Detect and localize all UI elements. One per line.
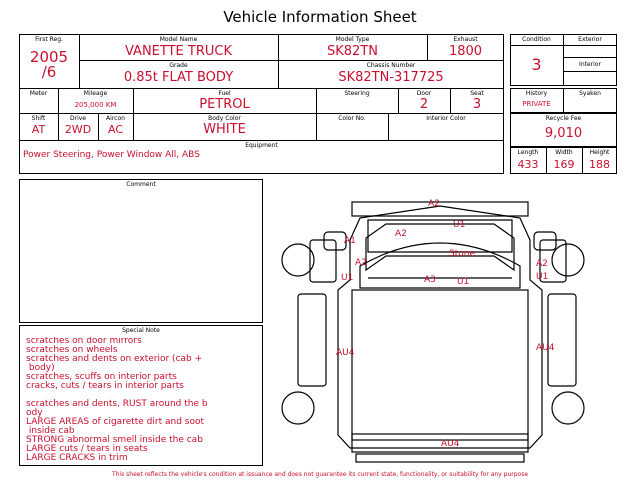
front-right-wheel [552, 244, 584, 276]
damage-mark-u1-left: U1 [341, 273, 354, 283]
special-note-label: Special Note [122, 327, 160, 334]
damage-mark-au4-bottom: AU4 [441, 439, 460, 449]
damage-mark-au4-left: AU4 [336, 348, 355, 358]
special-note-item: body) [26, 363, 55, 373]
special-note-item: ody [26, 408, 43, 418]
aircon-value: AC [107, 123, 123, 136]
special-note-item: LARGE AREAS of cigarette dirt and soot [26, 417, 205, 427]
model-type-label: Model Type [335, 36, 370, 43]
equipment-label: Equipment [245, 142, 278, 149]
width-label: Width [555, 149, 573, 156]
damage-mark-a2-left: A2 [355, 258, 367, 268]
damage-mark-u1-top: U1 [453, 220, 466, 230]
damage-mark-stone: Stone [449, 249, 475, 259]
door-label: Door [416, 90, 432, 97]
door-value: 2 [419, 97, 429, 112]
comment-label: Comment [126, 181, 156, 188]
vehicle-damage-diagram [268, 180, 608, 465]
first-reg-value: 2005 /6 [29, 48, 69, 81]
rear-bumper [356, 454, 524, 462]
fuel-label: Fuel [218, 90, 231, 97]
comment-box [19, 179, 263, 323]
recycle-fee-value: 9,010 [544, 126, 583, 141]
special-note-item: LARGE CRACKS in trim [26, 453, 128, 463]
chassis-number-label: Chassis Number [366, 62, 416, 69]
chassis-number-value: SK82TN-317725 [338, 70, 444, 85]
special-note-item: cracks, cuts / tears in interior parts [26, 381, 184, 391]
damage-mark-a1-left: A1 [344, 236, 356, 246]
exhaust-value: 1800 [448, 44, 483, 59]
page-title: Vehicle Information Sheet [223, 8, 417, 26]
shift-value: AT [31, 123, 46, 136]
drive-label: Drive [70, 115, 86, 122]
special-note-item: scratches on wheels [26, 345, 118, 355]
special-note-item: LARGE cuts / tears in seats [26, 444, 148, 454]
body-color-value: WHITE [203, 122, 246, 137]
meter-label: Meter [29, 90, 48, 97]
front-panel [360, 243, 520, 288]
rear-panel [352, 434, 528, 452]
special-note-item: scratches, scuffs on interior parts [26, 372, 177, 382]
seat-value: 3 [472, 97, 482, 112]
body-color-label: Body Color [208, 115, 241, 122]
model-type-value: SK82TN [327, 44, 378, 59]
rear-left-wheel [282, 392, 314, 424]
model-name-value: VANETTE TRUCK [125, 44, 232, 59]
cargo-bed [352, 290, 528, 440]
history-label: History [525, 90, 548, 97]
seat-label: Seat [470, 90, 484, 97]
mileage-label: Mileage [83, 90, 108, 97]
roof-panel [352, 202, 528, 216]
damage-mark-u1-right: U1 [536, 272, 549, 282]
recycle-fee-label: Recycle Fee [545, 115, 582, 122]
length-value: 433 [517, 158, 539, 171]
front-left-wheel [282, 244, 314, 276]
special-note-item: inside cab [26, 426, 75, 436]
mileage-value: 205,000 KM [74, 101, 117, 109]
height-label: Height [589, 149, 610, 156]
drive-value: 2WD [64, 123, 92, 136]
aircon-label: Aircon [106, 115, 125, 122]
width-value: 169 [553, 158, 575, 171]
exhaust-label: Exhaust [453, 36, 478, 43]
rear-right-wheel [552, 392, 584, 424]
grade-label: Grade [169, 62, 188, 69]
color-no-label: Color No. [338, 115, 366, 122]
damage-mark-a2-top: A2 [428, 199, 440, 209]
interior-label: Interior [579, 61, 601, 68]
special-note-item: scratches and dents on exterior (cab + [26, 354, 203, 364]
first-reg-label: First Reg. [35, 36, 63, 43]
special-note-item: scratches and dents, RUST around the b [26, 399, 208, 409]
model-name-label: Model Name [159, 36, 198, 43]
condition-value: 3 [531, 55, 542, 74]
right-mirror [534, 232, 556, 250]
damage-mark-a2-right: A2 [536, 259, 548, 269]
shift-label: Shift [31, 115, 46, 122]
special-note-item: scratches on door mirrors [26, 337, 142, 346]
special-note-list [26, 337, 260, 463]
syaken-label: Syaken [579, 90, 601, 97]
interior-color-label: Interior Color [426, 115, 466, 122]
exterior-label: Exterior [578, 36, 602, 43]
damage-mark-u1-center: U1 [457, 277, 470, 287]
cab-panel [368, 220, 512, 252]
footer-disclaimer: This sheet reflects the vehicle's condition at issuance and does not guarantee its current state, functionality, or suitability for any purpose [111, 471, 529, 478]
damage-mark-au4-right: AU4 [536, 343, 555, 353]
condition-label: Condition [522, 36, 551, 43]
equipment-value: Power Steering, Power Window All, ABS [23, 150, 200, 160]
grade-value: 0.85t FLAT BODY [123, 70, 234, 85]
damage-mark-a3-center: A3 [424, 275, 436, 285]
steering-label: Steering [344, 90, 370, 97]
windshield [366, 224, 514, 270]
special-note-item: STRONG abnormal smell inside the cab [26, 435, 203, 445]
height-value: 188 [589, 158, 610, 171]
fuel-value: PETROL [199, 97, 250, 112]
damage-mark-a2-windshield: A2 [395, 229, 407, 239]
history-value: PRIVATE [522, 100, 551, 108]
right-side-panel [548, 294, 576, 386]
length-label: Length [517, 149, 539, 156]
left-side-panel [298, 294, 326, 386]
